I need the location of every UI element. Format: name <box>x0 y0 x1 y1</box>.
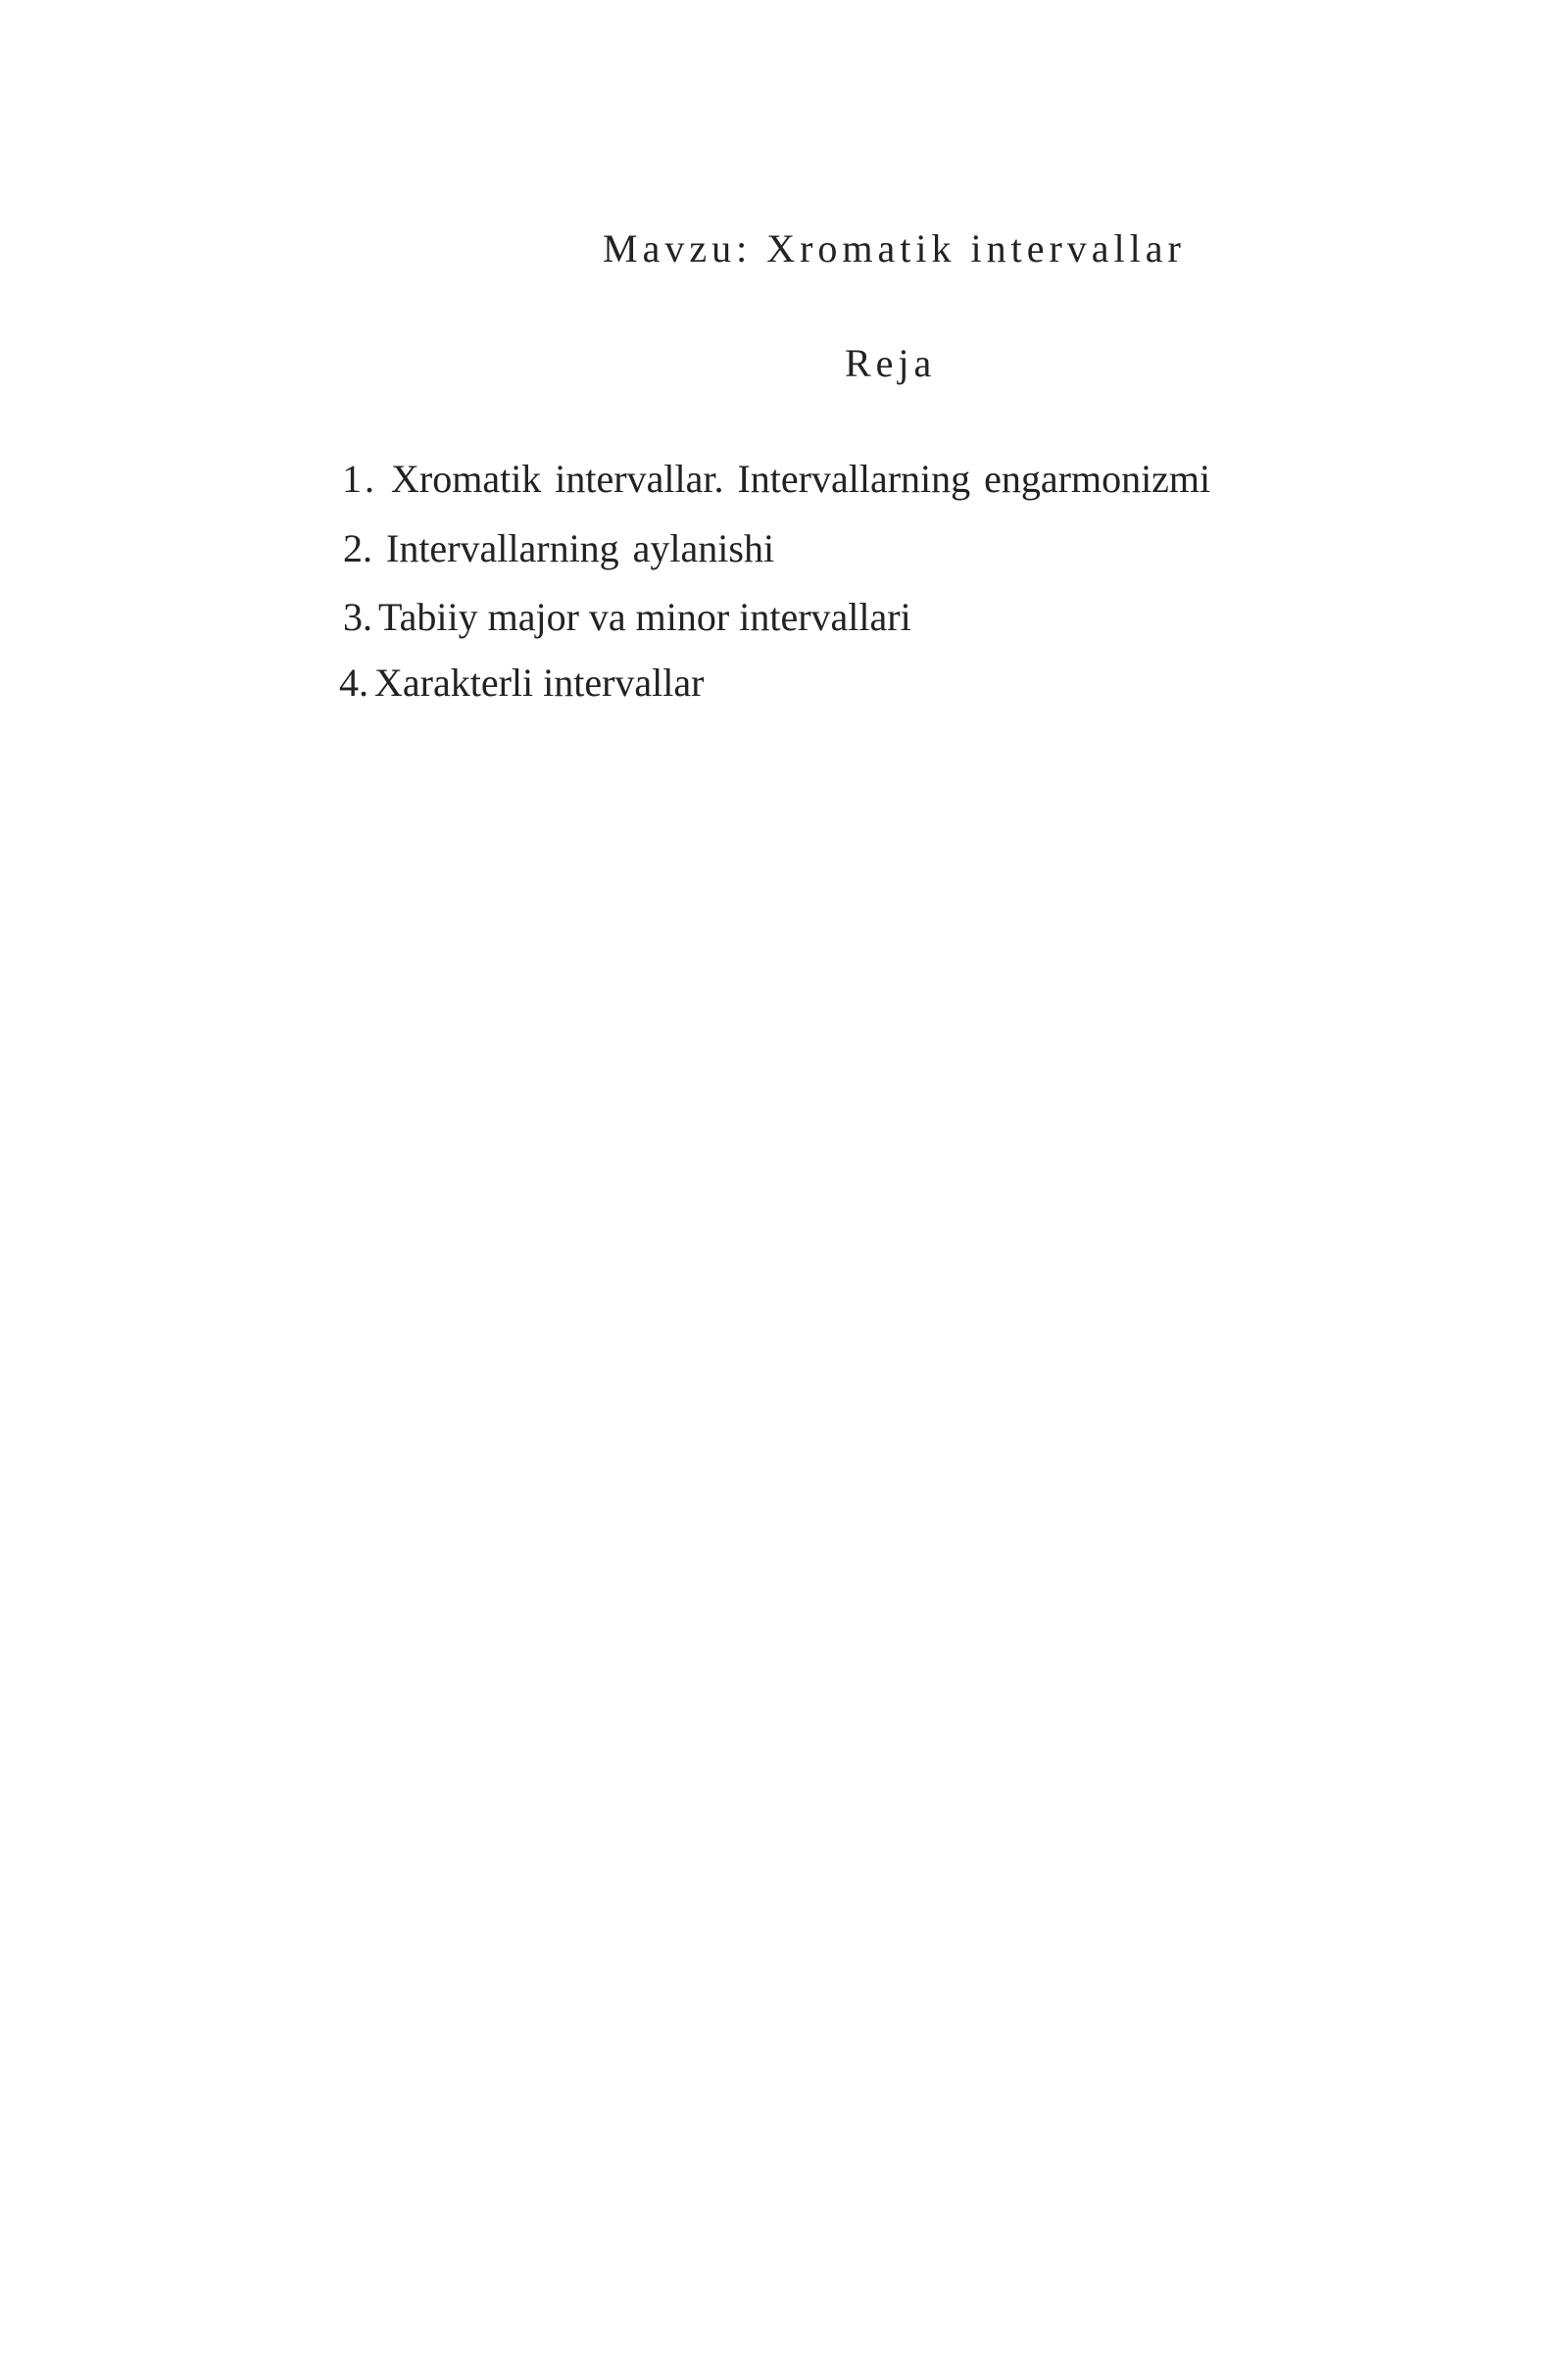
page-title: Mavzu: Xromatik intervallar <box>603 226 1186 270</box>
plan-item-text: Xromatik intervallar. Intervallarning engarmonizmi <box>391 457 1211 501</box>
plan-item <box>342 457 1211 501</box>
plan-item-text: Xarakterli intervallar <box>374 661 705 705</box>
plan-item-number: 2. <box>343 526 372 570</box>
plan-heading: Reja <box>845 341 937 385</box>
plan-item-text: Tabiiy major va minor intervallari <box>378 595 911 639</box>
plan-item-number: 1. <box>342 457 377 501</box>
plan-item-number: 4. <box>339 661 368 705</box>
plan-item-number: 3. <box>343 595 372 639</box>
plan-item-text: Intervallarning aylanishi <box>386 526 775 570</box>
plan-item <box>343 595 911 639</box>
plan-item <box>339 663 704 703</box>
plan-item <box>343 526 775 570</box>
